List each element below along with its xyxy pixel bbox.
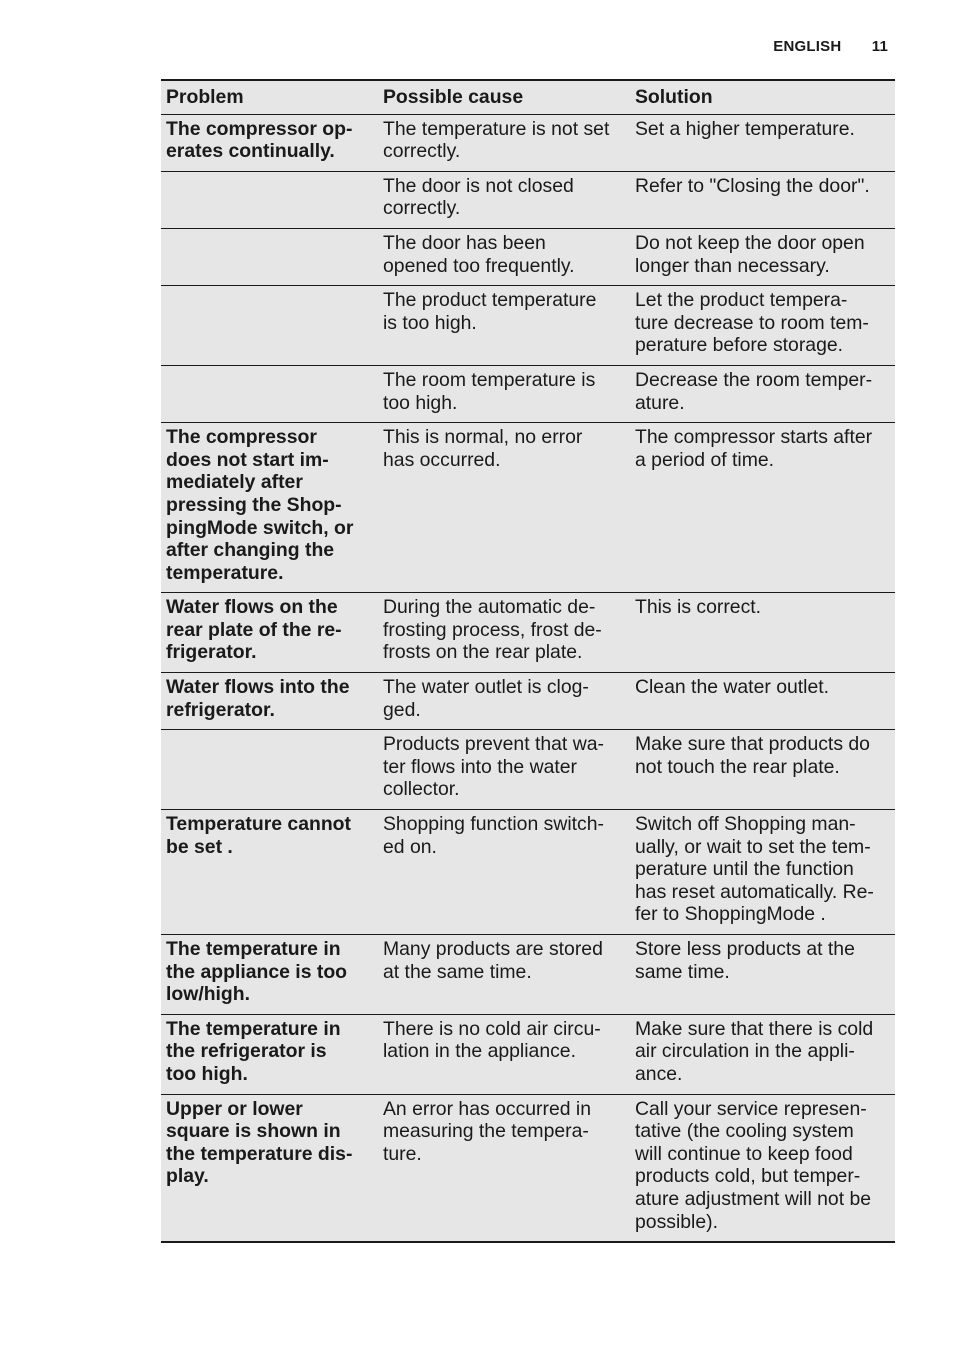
cause-text-line: has occurred. [383,448,501,471]
solution-cell [632,730,895,810]
cause-cell [379,810,632,935]
cause-text-line: The room temperature is [383,368,596,391]
solution-text-line: ually, or wait to set the tem- [635,835,871,858]
solution-text-line: a period of time. [635,448,775,471]
solution-text-line: products cold, but temper- [635,1165,861,1188]
solution-cell [632,810,895,935]
table-body [161,114,895,1242]
table-row [161,593,895,673]
cause-text-line: The temperature is not set [383,117,610,140]
problem-text-line: rear plate of the re- [166,618,342,641]
column-header-possible-cause: Possible cause [379,80,632,114]
cause-cell [379,935,632,1015]
solution-cell [632,1014,895,1094]
cause-text-line: The door has been [383,231,546,254]
solution-text-line: Call your service represen- [635,1097,867,1120]
solution-text-line: Decrease the room temper- [635,368,873,391]
cause-text-line: measuring the tempera- [383,1120,589,1143]
solution-text-line: has reset automatically. Re- [635,880,874,903]
solution-text-line: Do not keep the door open [635,231,865,254]
problem-cell [161,673,379,730]
cause-text-line: frosting process, frost de- [383,618,602,641]
table-row [161,423,895,593]
problem-text-line: pingMode switch, or [166,516,354,539]
problem-cell [161,171,379,228]
problem-text-line: erates continually. [166,140,335,163]
cause-text-line: There is no cold air circu- [383,1017,601,1040]
problem-cell [161,1014,379,1094]
cause-text-line: Shopping function switch- [383,813,604,836]
troubleshooting-table [161,79,895,1243]
cause-cell [379,365,632,422]
solution-cell [632,286,895,366]
solution-text-line: perature before storage. [635,334,844,357]
solution-text-line: ature adjustment will not be [635,1187,872,1210]
solution-text-line: longer than necessary. [635,254,830,277]
solution-text-line: ature. [635,391,685,414]
table-row [161,1014,895,1094]
problem-text-line: The temperature in [166,938,341,960]
table-row [161,286,895,366]
problem-text-line: Water flows into the [166,676,350,699]
cause-text-line: ged. [383,698,421,721]
cause-text-line: frosts on the rear plate. [383,641,583,664]
problem-text-line: Temperature cannot [166,813,351,836]
problem-cell [161,365,379,422]
problem-cell [161,228,379,285]
problem-text-line: play. [166,1165,209,1188]
solution-text-line: not touch the rear plate. [635,755,840,778]
problem-text-line: Upper or lower [166,1097,303,1120]
problem-text-line: frigerator. [166,641,257,664]
cause-text-line: at the same time. [383,960,532,983]
cause-text-line: correctly. [383,140,461,163]
table-row [161,935,895,1015]
problem-text-line: refrigerator. [166,698,275,721]
page-number: 11 [871,38,888,55]
cause-cell [379,1094,632,1242]
problem-text-line: The compressor op- [166,117,353,140]
problem-cell [161,286,379,366]
cause-cell [379,730,632,810]
table-row [161,810,895,935]
solution-text-line: Make sure that products do [635,733,870,756]
table-row [161,228,895,285]
solution-text-line: Refer to "Closing the door". [635,174,870,197]
table-row [161,730,895,810]
solution-text-line: fer to ShoppingMode . [635,903,826,926]
table-row [161,1094,895,1242]
solution-text-line: Switch off Shopping man- [635,813,856,836]
solution-text-line: possible). [635,1210,718,1233]
solution-text-line: Set a higher temperature. [635,117,855,140]
cause-text-line: ture. [383,1142,422,1165]
problem-text-line: Water flows on the [166,596,338,619]
cause-text-line: This is normal, no error [383,426,583,449]
header-language: ENGLISH [773,38,842,55]
cause-text-line: ed on. [383,835,437,858]
solution-text-line: same time. [635,960,730,983]
problem-text-line: the appliance is too [166,960,348,983]
table-row [161,673,895,730]
problem-text-line: the refrigerator is [166,1040,327,1063]
problem-text-line: temperature. [166,561,284,584]
problem-cell [161,810,379,935]
solution-cell [632,935,895,1015]
cause-text-line: lation in the appliance. [383,1040,576,1063]
problem-text-line: after changing the [166,539,335,562]
problem-text-line: The temperature in [166,1017,341,1040]
cause-text-line: Products prevent that wa- [383,733,604,756]
cause-cell [379,286,632,366]
problem-text-line: be set . [166,835,233,858]
problem-text-line: The compressor [166,426,317,449]
solution-cell [632,171,895,228]
problem-text-line: mediately after [166,471,303,494]
cause-text-line: collector. [383,778,460,801]
column-header-solution: Solution [632,80,895,114]
cause-cell [379,171,632,228]
cause-text-line: correctly. [383,197,461,220]
solution-text-line: Make sure that there is cold [635,1017,874,1040]
solution-text-line: Clean the water outlet. [635,676,830,699]
problem-cell [161,935,379,1015]
solution-cell [632,673,895,730]
problem-text-line: does not start im- [166,448,329,471]
cause-cell [379,423,632,593]
problem-cell [161,1094,379,1242]
cause-cell [379,228,632,285]
solution-text-line: This is correct. [635,596,762,619]
problem-text-line: square is shown in [166,1120,341,1143]
solution-text-line: The compressor starts after [635,426,873,449]
cause-text-line: too high. [383,391,458,414]
cause-cell [379,1014,632,1094]
cause-text-line: During the automatic de- [383,596,596,619]
cause-text-line: The product temperature [383,289,597,312]
solution-text-line: ance. [635,1062,683,1085]
solution-text-line: will continue to keep food [635,1142,853,1165]
solution-text-line: air circulation in the appli- [635,1040,855,1063]
problem-cell [161,593,379,673]
table-header-row [161,80,895,114]
table-row [161,114,895,171]
problem-text-line: the temperature dis- [166,1142,353,1165]
solution-text-line: tative (the cooling system [635,1120,854,1143]
cause-cell [379,673,632,730]
solution-cell [632,365,895,422]
problem-text-line: low/high. [166,983,251,1006]
cause-cell [379,593,632,673]
cause-text-line: The water outlet is clog- [383,676,589,699]
problem-text-line: pressing the Shop- [166,493,342,516]
solution-cell [632,114,895,171]
solution-cell [632,1094,895,1242]
cause-text-line: opened too frequently. [383,254,575,277]
solution-cell [632,593,895,673]
column-header-problem: Problem [161,80,379,114]
cause-text-line: is too high. [383,311,477,334]
solution-text-line: Store less products at the [635,938,855,960]
problem-cell [161,730,379,810]
solution-text-line: perature until the function [635,858,854,881]
problem-cell [161,114,379,171]
cause-text-line: ter flows into the water [383,755,577,778]
solution-cell [632,423,895,593]
solution-cell [632,228,895,285]
running-header [773,38,888,55]
cause-text-line: Many products are stored [383,938,603,960]
table-row [161,171,895,228]
table-row [161,365,895,422]
solution-text-line: Let the product tempera- [635,289,848,312]
cause-text-line: An error has occurred in [383,1097,592,1120]
cause-text-line: The door is not closed [383,174,574,197]
cause-cell [379,114,632,171]
problem-text-line: too high. [166,1062,248,1085]
solution-text-line: ture decrease to room tem- [635,311,869,334]
problem-cell [161,423,379,593]
